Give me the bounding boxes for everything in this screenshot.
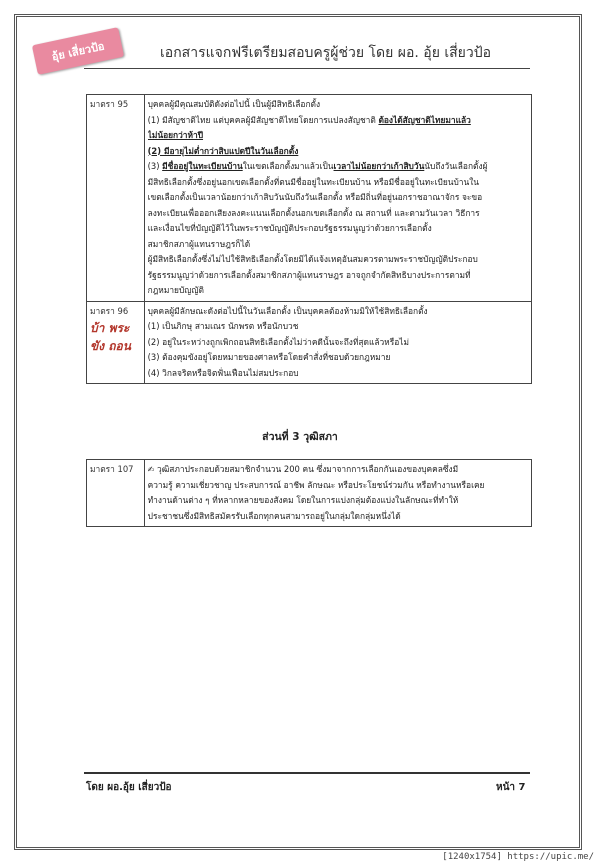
text-line: เขตเลือกตั้งเป็นเวลาน้อยกว่าเก้าสิบวันนับถึงวันเลือกตั้ง หรือมีถิ่นที่อยู่นอกราชอาณาจักร จะขอ — [147, 192, 483, 202]
hand-writing-icon: ✍ — [147, 465, 155, 474]
text-span: วุฒิสภาประกอบด้วยสมาชิกจำนวน 200 คน ซึ่งมาจากการเลือกกันเองของบุคคลซึ่งมี — [154, 464, 459, 474]
constitution-table-2 — [86, 459, 532, 527]
text-span: ในเขตเลือกตั้งมาแล้วเป็น — [242, 161, 334, 171]
text-line: (4) วิกลจริตหรือจิตฟั่นเฟือนไม่สมประกอบ — [147, 367, 299, 378]
table-row-section-95 — [87, 95, 532, 302]
footer-author: โดย ผอ.อุ้ย เสี่ยวป้อ — [86, 782, 172, 793]
stamp-text: อุ้ย เสี่ยวป้อ — [50, 39, 106, 64]
text-span: (1) มีสัญชาติไทย แต่บุคคลผู้มีสัญชาติไทยโดยการแปลงสัญชาติ — [147, 114, 379, 125]
emphasis-line: ไม่น้อยกว่าห้าปี — [147, 130, 204, 140]
image-watermark: [1240x1754] https://upic.me/ — [442, 852, 594, 862]
section-number: มาตรา 107 — [90, 464, 134, 474]
footer-divider — [84, 772, 530, 774]
table-row-section-96 — [87, 301, 532, 384]
text-line: มีสิทธิเลือกตั้งซึ่งอยู่นอกเขตเลือกตั้งที่ตนมีชื่ออยู่ในทะเบียนบ้าน หรือมีชื่ออยู่ในทะเบียนบ้านใน — [147, 176, 480, 187]
page-number: หน้า 7 — [496, 782, 526, 793]
header-divider — [84, 68, 530, 69]
emphasis-text: ต้องได้สัญชาติไทยมาแล้ว — [378, 114, 471, 125]
text-line: บุคคลผู้มีคุณสมบัติดังต่อไปนี้ เป็นผู้มีสิทธิเลือกตั้ง — [147, 99, 321, 109]
section-number: มาตรา 96 — [90, 305, 129, 316]
text-line: ลงทะเบียนเพื่อออกเสียงลงคะแนนเลือกตั้งนอกเขตเลือกตั้ง ณ สถานที่ และตามวันเวลา วิธีการ — [147, 207, 480, 218]
section-cell — [87, 95, 145, 302]
emphasis-text: เวลาไม่น้อยกว่าเก้าสิบวัน — [333, 161, 425, 171]
text-line: ผู้มีสิทธิเลือกตั้งซึ่งไม่ไปใช้สิทธิเลือกตั้งโดยมิได้แจ้งเหตุอันสมควรตามพระราชบัญญัติประกอบ — [147, 254, 478, 264]
table-row-section-107 — [87, 460, 532, 527]
text-line: บุคคลผู้มีลักษณะดังต่อไปนี้ในวันเลือกตั้ง เป็นบุคคลต้องห้ามมิให้ใช้สิทธิเลือกตั้ง — [147, 305, 428, 316]
constitution-table-1 — [86, 94, 532, 384]
text-line — [148, 462, 528, 478]
handwritten-mnemonic: บ้า พระ — [90, 321, 130, 335]
text-line: รัฐธรรมนูญว่าด้วยการเลือกตั้งสมาชิกสภาผู้แทนราษฎร อาจถูกจำกัดสิทธิบางประการตามที่ — [147, 269, 471, 280]
text-line: และเงื่อนไขที่บัญญัติไว้ในพระราชบัญญัติประกอบรัฐธรรมนูญว่าด้วยการเลือกตั้ง — [147, 223, 432, 233]
page-header-title: เอกสารแจกฟรีเตรียมสอบครูผู้ช่วย โดย ผอ. อุ้ย เสี่ยวป้อ — [160, 45, 492, 61]
text-span: นับถึงวันเลือกตั้งผู้ — [424, 161, 488, 171]
section-text-cell — [144, 460, 531, 527]
section-heading: ส่วนที่ 3 วุฒิสภา — [262, 431, 338, 443]
section-text-cell — [144, 301, 531, 384]
section-cell — [87, 301, 145, 384]
text-line — [148, 159, 528, 175]
handwritten-mnemonic: ขัง ถอน — [90, 339, 131, 353]
text-line: (2) อยู่ในระหว่างถูกเพิกถอนสิทธิเลือกตั้งไม่ว่าคดีนั้นจะถึงที่สุดแล้วหรือไม่ — [147, 336, 409, 347]
text-line — [148, 113, 528, 129]
text-line: กฎหมายบัญญัติ — [147, 285, 204, 295]
emphasis-line: (2) มีอายุไม่ต่ำกว่าสิบแปดปีในวันเลือกตั้ง — [147, 145, 299, 156]
section-cell — [87, 460, 145, 527]
text-line: (3) ต้องคุมขังอยู่โดยหมายของศาลหรือโดยคำสั่งที่ชอบด้วยกฎหมาย — [147, 352, 391, 362]
text-line: (1) เป็นภิกษุ สามเณร นักพรต หรือนักบวช — [147, 321, 299, 331]
text-span: (3) — [147, 161, 163, 171]
section-number: มาตรา 95 — [90, 99, 129, 109]
text-line: ทำงานด้านต่าง ๆ ที่หลากหลายของสังคม โดยในการแบ่งกลุ่มต้องแบ่งในลักษณะที่ทำให้ — [147, 495, 459, 505]
emphasis-text: มีชื่ออยู่ในทะเบียนบ้าน — [162, 161, 243, 171]
text-line: ประชาชนซึ่งมีสิทธิสมัครรับเลือกทุกคนสามารถอยู่ในกลุ่มใดกลุ่มหนึ่งได้ — [147, 510, 401, 521]
text-line: สมาชิกสภาผู้แทนราษฎรก็ได้ — [147, 238, 251, 249]
section-text-cell — [144, 95, 531, 302]
text-line: ความรู้ ความเชี่ยวชาญ ประสบการณ์ อาชีพ ลักษณะ หรือประโยชน์ร่วมกัน หรือทำงานหรือเคย — [147, 479, 485, 490]
